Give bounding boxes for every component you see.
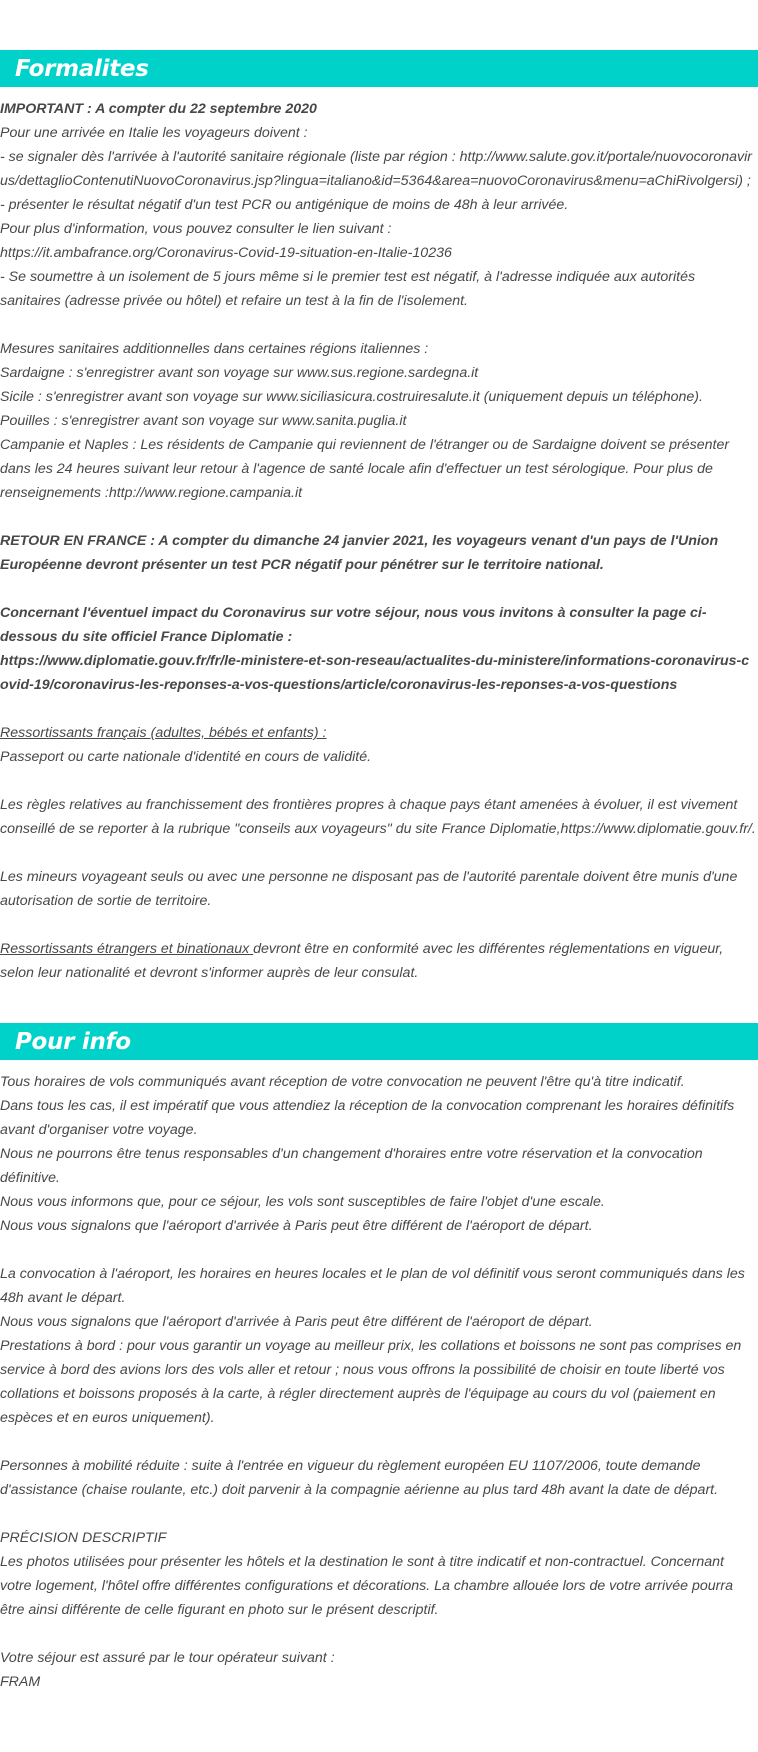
ressortissants-etrangers-line	[0, 937, 756, 985]
pour-info-body	[0, 1060, 758, 1694]
text-line: - se signaler dès l'arrivée à l'autorité sanitaire régionale (liste par région : http://www.salute.gov.it/portale/nuovocoronavirus/dettaglioContenutiNuovoCoronavirus.jsp?lingua=italiano&id=5364&area=nuovoCoronavirus&menu=aChiRivolgersi) ;	[0, 149, 752, 189]
spacer	[0, 841, 756, 865]
diplomatie-link[interactable]: https://www.diplomatie.gouv.fr/fr/le-ministere-et-son-reseau/actualites-du-ministere/informations-coronavirus-covid-19/coronavirus-les-reponses-a-vos-questions/article/coronavirus-les-reponses-a-vos-questions	[0, 653, 750, 693]
concernant-notice: Concernant l'éventuel impact du Coronavirus sur votre séjour, nous vous invitons à consulter la page ci-dessous du site officiel France Diplomatie :	[0, 605, 707, 645]
text-line: Sicile : s'enregistrer avant son voyage sur www.siciliasicura.costruiresalute.it (uniquement depuis un téléphone).	[0, 389, 703, 405]
formalites-title: Formalites	[15, 55, 149, 82]
spacer	[0, 313, 756, 337]
formalites-header	[0, 50, 758, 87]
text-line: Nous vous signalons que l'aéroport d'arrivée à Paris peut être différent de l'aéroport de départ.	[0, 1314, 593, 1330]
text-line: Sardaigne : s'enregistrer avant son voyage sur www.sus.regione.sardegna.it	[0, 365, 479, 381]
text-line: Les mineurs voyageant seuls ou avec une personne ne disposant pas de l'autorité parentale doivent être munis d'une autorisation de sortie de territoire.	[0, 869, 738, 909]
text-line: Prestations à bord : pour vous garantir un voyage au meilleur prix, les collations et boissons ne sont pas comprises en service à bord des avions lors des vols aller et retour ; nous vous offrons la possibilité de choisir en toute liberté vos collations et boissons proposés à la carte, à régler directement auprès de l'équipage au cours du vol (paiement en espèces et en euros uniquement).	[0, 1338, 742, 1426]
text-line: Les photos utilisées pour présenter les hôtels et la destination le sont à titre indicatif et non-contractuel. Concernant votre logement, l'hôtel offre différentes configurations et décorations. La chambre allouée lors de votre arrivée pourra être ainsi différente de celle figurant en photo sur le présent descriptif.	[0, 1554, 733, 1618]
text-span: devront être en conformité avec les différentes réglementations en vigueur, selon leur nationalité et devront s'informer auprès de leur consulat.	[0, 941, 724, 981]
spacer	[0, 505, 756, 529]
text-line: Tous horaires de vols communiqués avant réception de votre convocation ne peuvent l'être qu'à titre indicatif.	[0, 1074, 685, 1090]
pour-info-title: Pour info	[15, 1028, 131, 1055]
text-line: Campanie et Naples : Les résidents de Campanie qui reviennent de l'étranger ou de Sardaigne doivent se présenter dans les 24 heures suivant leur retour à l'agence de santé locale afin d'effectuer un test sérologique. Pour plus de renseignements :http://www.regione.campania.it	[0, 437, 730, 501]
text-line: La convocation à l'aéroport, les horaires en heures locales et le plan de vol définitif vous seront communiqués dans les 48h avant le départ.	[0, 1266, 745, 1306]
spacer	[0, 913, 756, 937]
text-line: - Se soumettre à un isolement de 5 jours même si le premier test est négatif, à l'adresse indiquée aux autorités sanitaires (adresse privée ou hôtel) et refaire un test à la fin de l'isolement.	[0, 269, 696, 309]
spacer	[0, 1238, 756, 1262]
text-line: Personnes à mobilité réduite : suite à l'entrée en vigueur du règlement européen EU 1107/2006, toute demande d'assistance (chaise roulante, etc.) doit parvenir à la compagnie aérienne au plus tard 48h avant la date de départ.	[0, 1458, 719, 1498]
spacer	[0, 769, 756, 793]
text-line: Nous vous informons que, pour ce séjour, les vols sont susceptibles de faire l'objet d'une escale.	[0, 1194, 605, 1210]
text-line: Dans tous les cas, il est impératif que vous attendiez la réception de la convocation comprenant les horaires définitifs avant d'organiser votre voyage.	[0, 1098, 735, 1138]
ressortissants-etrangers-heading: Ressortissants étrangers et binationaux	[0, 941, 254, 957]
retour-notice: RETOUR EN FRANCE : A compter du dimanche 24 janvier 2021, les voyageurs venant d'un pays de l'Union Européenne devront présenter un test PCR négatif pour pénétrer sur le territoire national.	[0, 533, 719, 573]
pour-info-header	[0, 1023, 758, 1060]
ressortissants-francais-heading: Ressortissants français (adultes, bébés et enfants) :	[0, 725, 327, 741]
important-notice: IMPORTANT : A compter du 22 septembre 2020	[0, 101, 317, 117]
text-line: Mesures sanitaires additionnelles dans certaines régions italiennes :	[0, 341, 429, 357]
section-gap	[0, 985, 758, 1023]
spacer	[0, 1430, 756, 1454]
tour-operator: FRAM	[0, 1674, 41, 1690]
text-line: Passeport ou carte nationale d'identité en cours de validité.	[0, 749, 372, 765]
ambassade-link[interactable]: https://it.ambafrance.org/Coronavirus-Covid-19-situation-en-Italie-10236	[0, 245, 452, 261]
text-line: Pour une arrivée en Italie les voyageurs doivent :	[0, 125, 308, 141]
text-line: Les règles relatives au franchissement des frontières propres à chaque pays étant amenées à évoluer, il est vivement conseillé de se reporter à la rubrique "conseils aux voyageurs" du site France Diplomatie,https://www.diplomatie.gouv.fr/.	[0, 797, 756, 837]
precision-heading: PRÉCISION DESCRIPTIF	[0, 1530, 167, 1546]
text-line: Nous vous signalons que l'aéroport d'arrivée à Paris peut être différent de l'aéroport de départ.	[0, 1218, 593, 1234]
formalites-body	[0, 87, 758, 985]
spacer	[0, 1622, 756, 1646]
spacer	[0, 1502, 756, 1526]
spacer	[0, 697, 756, 721]
spacer	[0, 577, 756, 601]
text-line: Pour plus d'information, vous pouvez consulter le lien suivant :	[0, 221, 392, 237]
text-line: Pouilles : s'enregistrer avant son voyage sur www.sanita.puglia.it	[0, 413, 407, 429]
text-line: - présenter le résultat négatif d'un test PCR ou antigénique de moins de 48h à leur arrivée.	[0, 197, 569, 213]
text-line: Votre séjour est assuré par le tour opérateur suivant :	[0, 1650, 335, 1666]
text-line: Nous ne pourrons être tenus responsables d'un changement d'horaires entre votre réservation et la convocation définitive.	[0, 1146, 703, 1186]
